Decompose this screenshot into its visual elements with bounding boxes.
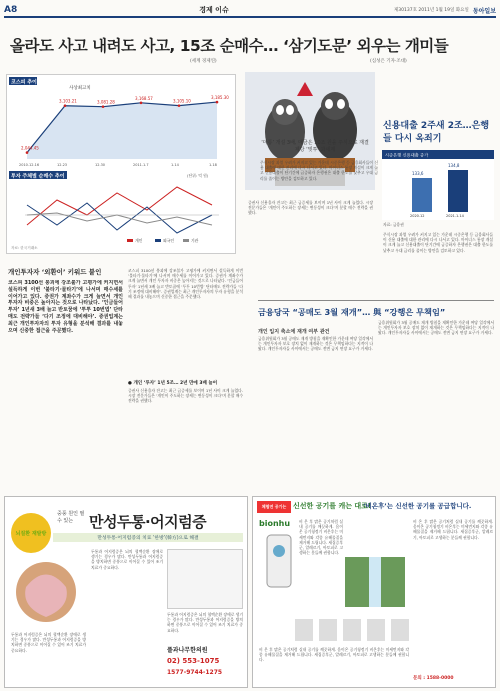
ad-headache bbox=[4, 496, 248, 688]
ad2-product-lineup bbox=[293, 615, 413, 643]
legend-label: 외국인 bbox=[163, 238, 175, 243]
ad1-clinic: 풀과나무한의원 bbox=[167, 647, 208, 654]
kospi-point bbox=[178, 104, 181, 107]
article1-subhead: 개인투자자 ‘외환이’ 키워드 붙인 bbox=[8, 268, 102, 276]
credit-bar-chart bbox=[382, 150, 494, 220]
ad2-product-image bbox=[259, 531, 299, 591]
ad1-body-right: 두통과 어지럼증은 뇌의 혈액순환 장애로 생기는 경우가 많다. 만성두통과 어지럼증을 방치하면 중풍으로 이어질 수 있어 조기 치료가 중요하다. bbox=[167, 612, 243, 633]
ad2-brand-line: ‘비온후’는 신선한 공기를 공급합니다. bbox=[363, 502, 472, 510]
page-number: A8 bbox=[4, 5, 18, 15]
market-chart bbox=[6, 74, 236, 254]
main-headline: 올라도 사고 내려도 사고, 15조 순매수… ‘삼기도문’ 외우는 개미들 bbox=[10, 37, 449, 55]
kospi-x-label: 12.23 bbox=[57, 163, 68, 167]
kospi-value-label: 3,081.28 bbox=[97, 99, 115, 105]
legend-label: 기관 bbox=[191, 238, 199, 243]
bar-value-2: 134,8 bbox=[448, 163, 460, 168]
article2-body: 증권사 신용융자 잔고는 최근 급증세를 보이며 1년 사이 크게 늘었다. 시장 전문가들은 ‘개인이 주도하는 장세는 변동성이 크다’며 분할 매수 전략을 권했다. bbox=[128, 388, 243, 404]
article1-body-cont: 코스피 3100선 붕괴에 강조불가 고평가에 커지면서 설득하게 이번 ‘불타기·물타기’에 나서며 매수세를 이어가고 있다. 증권가 계좌수가 크게 늘면서 개인 투자자 비중은 높아지는 것으로 나타났다. ‘인금들어 투자’ 1년새 3배 늘고 반토꿈에 ‘투투 10번법’ 단타매도 전략가들 ‘다기 조정에 대비해야’. 증권업계는 최근 개인투자자의 투자 유형을 분석해 결과를 내놓으며 신중한 접근을 주문했다. bbox=[128, 268, 243, 300]
ad2-body-bottom: 비 온 후 맑은 공기처럼 실내 공기를 깨끗하게. 음이온 공기청정기 비온후는 미세먼지와 각종 유해물질을 제거해 드립니다. 새집증후군, 알레르기, 아토피로 고생하는 분들께 권합니다. bbox=[259, 647, 409, 663]
ad1-banner: 만성두통·어지럼증의 치료 ‘한방’(韓方)으로 해결 bbox=[53, 533, 243, 542]
kospi-chart-svg bbox=[7, 75, 235, 253]
kospi-value-label: 3,105.10 bbox=[173, 98, 191, 104]
article4-subhead: 개인 입지 축소에 재개 여부 관건 bbox=[258, 329, 330, 335]
article3-headline: 신용대출 2주새 2조…은행들 다시 옥죄기 bbox=[383, 121, 490, 144]
byline-left: (세계 경제연) bbox=[190, 59, 217, 64]
bar-label-2: 2021.1.14 bbox=[446, 214, 464, 218]
kospi-point bbox=[140, 102, 143, 105]
article3-lead: ‘마통’ 개설 3배, 매금은 10조 원을 주식으로 재결제당 ‘빚투’ 과세계 bbox=[261, 140, 369, 153]
bar-label-1: 2020.12 bbox=[410, 214, 425, 218]
chart-unit: (단위: 억 원) bbox=[187, 173, 209, 178]
ad1-body-mid: 두통과 어지럼증은 뇌의 혈액순환 장애로 생기는 경우가 많다. 만성두통과 어지럼증을 방치하면 중풍으로 이어질 수 있어 조기 치료가 중요하다. bbox=[91, 549, 163, 570]
ad2-body-right: 비 온 후 맑은 공기처럼 실내 공기를 깨끗하게. 음이온 공기청정기 비온후는 미세먼지와 각종 유해물질을 제거해 드립니다. 새집증후군, 알레르기, 아토피로 고생하는 분들께 권합니다. bbox=[413, 519, 493, 540]
ad1-box bbox=[167, 549, 243, 609]
ad2-badge: 체험연 공기는 bbox=[257, 501, 291, 513]
ad2-contact[interactable]: 문의 : 1588-0000 bbox=[413, 676, 454, 681]
kospi-value-label: 3,103.21 bbox=[59, 98, 77, 104]
chart-title-top: 코스피 추이 bbox=[11, 79, 37, 86]
page-header bbox=[4, 4, 496, 18]
kospi-x-label: 2010.12.16 bbox=[19, 163, 40, 167]
article4-headline: 금융당국 “공매도 3월 재개”… 與 “강행은 무책임” bbox=[258, 307, 446, 317]
ad-air-purifier bbox=[252, 496, 496, 688]
kospi-point bbox=[26, 151, 29, 154]
kospi-point bbox=[102, 105, 105, 108]
article2-subhead: ● 개인 ‘투자’ 1년 5조… 2년 만에 3배 늘어 bbox=[128, 381, 218, 386]
chart-title-bottom: 투자 주체별 순매수 추이 bbox=[11, 173, 65, 180]
ad1-body-left: 두통과 어지럼증은 뇌의 혈액순환 장애로 생기는 경우가 많다. 만성두통과 어지럼증을 방치하면 중풍으로 이어질 수 있어 조기 치료가 중요하다. bbox=[11, 632, 86, 653]
kospi-x-label: 12.30 bbox=[95, 163, 106, 167]
ad1-phone1[interactable]: 02) 553-1075 bbox=[167, 657, 220, 665]
bar-value-1: 133,6 bbox=[412, 171, 424, 176]
kospi-x-label: 1.18 bbox=[209, 163, 217, 167]
ad1-small-title: 중풍 원인 필수 있는 bbox=[57, 511, 85, 524]
kospi-x-label: 2011.1.7 bbox=[133, 163, 149, 167]
kospi-point bbox=[64, 104, 67, 107]
publisher-name: 동아일보 bbox=[472, 7, 496, 15]
chart-annotation: 사상최고치 bbox=[69, 86, 91, 91]
ad2-title: 신선한 공기를 캐는 대로! bbox=[293, 502, 372, 510]
divider bbox=[258, 300, 494, 301]
kospi-value-label: 3,168.57 bbox=[135, 95, 153, 101]
bar-2020 bbox=[412, 178, 432, 212]
investor-line-2 bbox=[27, 203, 212, 233]
kospi-value-label: 3,185.30 bbox=[211, 95, 229, 101]
article3-body: 주식시장 과열 우려가 커지고 있는 가운데 시중은행 등 금융회사들이 신용 대출에 대한 관리에 다시 나서고 있다. 마이너스 통장 개설이 크게 늘고 신용대출이 단기간에 급증하자 은행권은 대출 한도를 낮추고 우대 금리를 줄이는 방안을 검토하고 있다. bbox=[383, 232, 493, 253]
article2-body-cont: 증권사 신용융자 잔고는 최근 급증세를 보이며 1년 사이 크게 늘었다. 시장 전문가들은 ‘개인이 주도하는 장세는 변동성이 크다’며 분할 매수 전략을 권했다. bbox=[248, 200, 373, 216]
legend-swatch bbox=[183, 239, 189, 242]
kospi-value-label: 2,044.45 bbox=[21, 145, 39, 151]
article4-body: 금융위원회가 3월 공매도 재개 방침을 재확인한 가운데 여당 일각에서는 개인투자자 보호 장치 없이 재개하는 것은 무책임하다는 지적이 나왔다. 개인투자자들 사이에서는 공매도 전면 금지 연장 요구가 거세다. bbox=[258, 336, 373, 352]
kospi-point bbox=[216, 101, 219, 104]
kospi-x-label: 1.14 bbox=[171, 163, 179, 167]
article1-body: 코스피 3100선 붕괴에 강조불가 고평가에 커지면서 설득하게 이번 ‘불타기·물타기’에 나서며 매수세를 이어가고 있다. 증권가 계좌수가 크게 늘면서 개인 투자자 비중은 높아지는 것으로 나타났다. ‘인금들어 투자’ 1년새 3배 늘고 반토꿈에 ‘투투 10번법’ 단타매도 전략가들 ‘다기 조정에 대비해야’. 증권업계는 최근 개인투자자의 투자 유형을 분석해 결과를 내놓으며 신중한 접근을 주문했다. bbox=[8, 280, 123, 334]
article4-body-cont: 금융위원회가 3월 공매도 재개 방침을 재확인한 가운데 여당 일각에서는 개인투자자 보호 장치 없이 재개하는 것은 무책임하다는 지적이 나왔다. 개인투자자들 사이에서는 공매도 전면 금지 연장 요구가 거세다. bbox=[378, 320, 494, 336]
article3-body-left: 주식시장 과열 우려가 커지고 있는 가운데 시중은행 등 금융회사들이 신용 대출에 대한 관리에 다시 나서고 있다. 마이너스 통장 개설이 크게 늘고 신용대출이 단기간에 급증하자 은행권은 대출 한도를 낮추고 우대 금리를 줄이는 방안을 검토하고 있다. bbox=[260, 160, 378, 181]
bar-chart-caption: 자료: 금융권 bbox=[383, 222, 404, 227]
legend-swatch bbox=[127, 239, 133, 242]
bar-2021 bbox=[448, 170, 468, 212]
ad1-title: 만성두통·어지럼증 bbox=[89, 513, 207, 531]
legend-swatch bbox=[155, 239, 161, 242]
bar-chart-title: 시중은행 신용대출 증가 bbox=[385, 152, 429, 158]
byline-right: (심성은 기자·조대) bbox=[370, 59, 407, 64]
ad2-body-left: 비 온 후 맑은 공기처럼 실내 공기를 깨끗하게. 음이온 공기청정기 비온후는 미세먼지와 각종 유해물질을 제거해 드립니다. 새집증후군, 알레르기, 아토피로 고생하는 분들께 권합니다. bbox=[299, 519, 343, 556]
legend-label: 개인 bbox=[135, 238, 143, 243]
ad2-logo: bionhu bbox=[259, 519, 291, 528]
ad1-circle: 뇌질환 재발방 bbox=[11, 513, 51, 553]
ad1-phone2[interactable]: 1577-9744-1275 bbox=[167, 669, 223, 676]
chart-footnote: 자료: 한국거래소 bbox=[11, 246, 38, 250]
issue-date: 제30137호 2011년 1월 19일 화요일 bbox=[393, 8, 469, 13]
investor-line-1 bbox=[27, 187, 212, 225]
ad2-waterfall-image bbox=[345, 557, 405, 607]
ad1-brain-image bbox=[11, 557, 81, 627]
section-name: 경제 이슈 bbox=[199, 6, 229, 14]
